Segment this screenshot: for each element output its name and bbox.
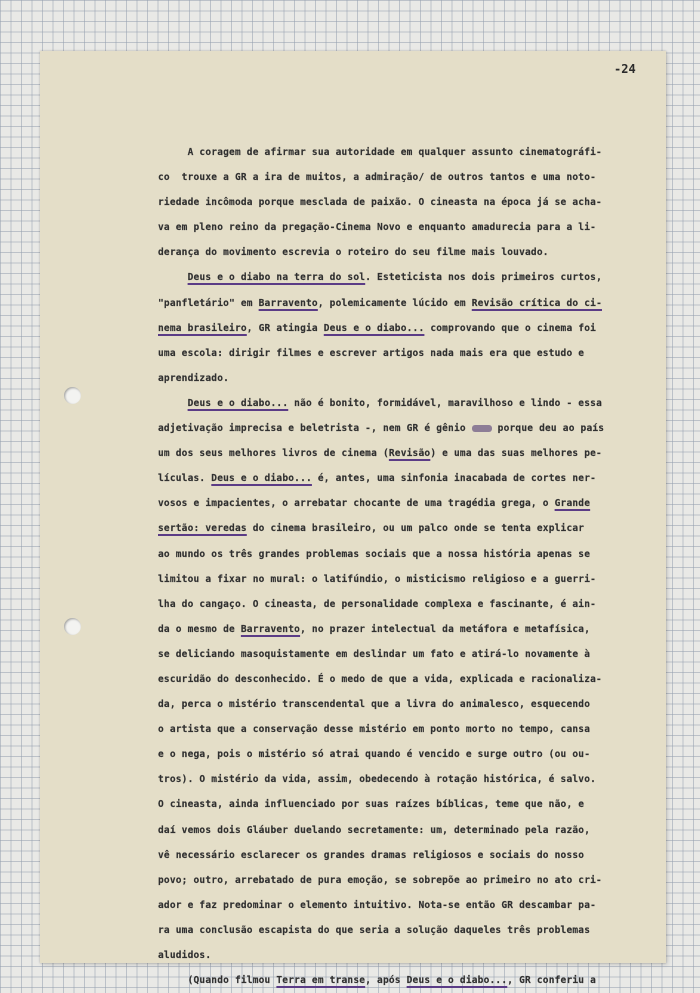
text-run: , GR conferiu a — [507, 975, 597, 987]
text-run: limitou a fixar no mural: o latifúndio, o misticismo religioso e a guerri- — [158, 573, 597, 585]
text-line — [158, 943, 680, 968]
text-run: povo; outro, arrebatado de pura emoção, se sobrepõe ao primeiro no ato cri- — [158, 874, 602, 886]
text-run: (Quando filmou — [158, 975, 277, 987]
underlined-title: Deus e o diabo... — [406, 975, 508, 987]
text-run: ador e faz predominar o elemento intuitivo. Nota-se então GR descambar pa- — [158, 899, 597, 911]
text-line — [158, 567, 680, 592]
text-run: se deliciando masoquistamente em deslindar um fato e atirá-lo novamente à — [158, 648, 591, 660]
underlined-title: sertão: veredas — [158, 523, 247, 535]
underlined-title: Revisão — [388, 448, 431, 460]
text-run: daí vemos dois Gláuber duelando secretamente: um, determinado pela razão, — [158, 824, 591, 836]
text-run — [158, 272, 188, 283]
text-run: ) e uma das suas melhores pe- — [430, 448, 602, 460]
text-line — [158, 441, 680, 466]
text-line — [158, 391, 680, 416]
text-run: lha do cangaço. O cineasta, de personalidade complexa e fascinante, é ain- — [158, 598, 597, 610]
underlined-title: Deus e o diabo... — [211, 473, 312, 485]
underlined-title: nema brasileiro — [158, 322, 247, 334]
text-line — [158, 818, 680, 843]
text-line — [158, 642, 680, 667]
text-run: co trouxe a GR a ira de muitos, a admiração/ de outros tantos e uma noto- — [158, 172, 597, 184]
text-run: , GR atingia — [246, 322, 324, 334]
text-run: ao mundo os três grandes problemas sociais que a nossa história apenas se — [158, 548, 591, 560]
text-run: não é bonito, formidável, maravilhoso e lindo - essa — [288, 397, 602, 409]
underlined-title: Deus e o diabo na terra do sol — [187, 272, 366, 284]
text-run: adjetivação imprecisa e beletrista -, nem GR é gênio — [158, 423, 472, 435]
text-run: vê necessário esclarecer os grandes dramas religiosos e sociais do nosso — [158, 849, 585, 861]
text-run: va em pleno reino da pregação-Cinema Novo e enquanto amadurecia para a li- — [158, 222, 597, 234]
text-line — [158, 341, 680, 366]
text-line — [158, 240, 680, 265]
text-run — [158, 398, 188, 409]
underlined-title: Barravento — [240, 623, 301, 635]
text-line — [158, 868, 680, 893]
text-run: "panfletário" em — [158, 297, 259, 309]
text-line — [158, 291, 680, 316]
text-line — [158, 617, 680, 642]
text-run: vosos e impacientes, o arrebatar chocante de uma tragédia grega, o — [158, 498, 555, 510]
text-line — [158, 692, 680, 717]
text-line — [158, 717, 680, 742]
text-line — [158, 843, 680, 868]
text-line — [158, 742, 680, 767]
underlined-title: Grande — [554, 498, 591, 510]
typewritten-page — [40, 51, 666, 987]
punch-hole-lower — [64, 618, 81, 635]
text-line — [158, 265, 680, 290]
underlined-title: Revisão crítica do ci- — [471, 297, 602, 309]
text-line — [158, 516, 680, 541]
text-run: da, perca o mistério transcendental que a livra do animalesco, esquecendo — [158, 699, 591, 711]
text-run: lículas. — [158, 473, 212, 485]
text-run: é, antes, uma sinfonia inacabada de cortes ner- — [311, 473, 597, 485]
text-run: , após — [365, 975, 407, 987]
page-number: -24 — [614, 62, 636, 76]
ink-strikeout-mark — [472, 425, 492, 432]
text-line — [158, 918, 680, 943]
text-line — [158, 792, 680, 817]
text-run: . Esteticista nos dois primeiros curtos, — [365, 272, 602, 284]
text-run: e o nega, pois o mistério só atrai quando é vencido e surge outro (ou ou- — [158, 749, 591, 761]
text-run: porque deu ao país — [491, 423, 605, 435]
text-run: , no prazer intelectual da metáfora e metafísica, — [300, 623, 591, 635]
text-line — [158, 366, 680, 391]
underlined-title: Deus e o diabo... — [187, 397, 289, 409]
text-line — [158, 140, 680, 165]
text-run: da o mesmo de — [158, 623, 241, 635]
text-line — [158, 542, 680, 567]
text-run: O cineasta, ainda influenciado por suas raízes bíblicas, teme que não, e — [158, 799, 585, 811]
text-line — [158, 190, 680, 215]
text-line — [158, 215, 680, 240]
text-line — [158, 592, 680, 617]
text-run: , polemicamente lúcido em — [317, 297, 472, 309]
text-line — [158, 893, 680, 918]
text-line — [158, 165, 680, 190]
text-run: do cinema brasileiro, ou um palco onde se tenta explicar — [246, 523, 585, 535]
text-run: derança do movimento escrevia o roteiro do seu filme mais louvado. — [158, 247, 549, 259]
underlined-title: Deus e o diabo... — [323, 322, 425, 334]
text-run: aprendizado. — [158, 372, 230, 384]
text-run: riedade incômoda porque mesclada de paixão. O cineasta na época já se acha- — [158, 197, 602, 209]
text-run: ra uma conclusão escapista do que seria a solução daqueles três problemas — [158, 924, 591, 936]
text-line — [158, 416, 680, 441]
body-text — [158, 140, 680, 993]
underlined-title: Barravento — [258, 297, 318, 309]
text-line — [158, 767, 680, 792]
text-run: aludidos. — [158, 950, 212, 961]
text-run: A coragem de afirmar sua autoridade em qualquer assunto cinematográfi- — [158, 147, 602, 158]
underlined-title: Terra em transe — [276, 975, 366, 987]
text-line — [158, 667, 680, 692]
text-line — [158, 968, 680, 993]
text-run: o artista que a conservação desse mistério em ponto morto no tempo, cansa — [158, 724, 591, 736]
text-run: comprovando que o cinema foi — [424, 322, 597, 334]
text-run: uma escola: dirigir filmes e escrever artigos nada mais era que estudo e — [158, 347, 585, 359]
text-line — [158, 491, 680, 516]
text-line — [158, 316, 680, 341]
punch-hole-upper — [64, 387, 81, 404]
text-run: tros). O mistério da vida, assim, obedecendo à rotação histórica, é salvo. — [158, 774, 597, 786]
text-line — [158, 466, 680, 491]
text-run: um dos seus melhores livros de cinema ( — [158, 448, 389, 460]
text-run: escuridão do desconhecido. É o medo de que a vida, explicada e racionaliza- — [158, 673, 602, 685]
